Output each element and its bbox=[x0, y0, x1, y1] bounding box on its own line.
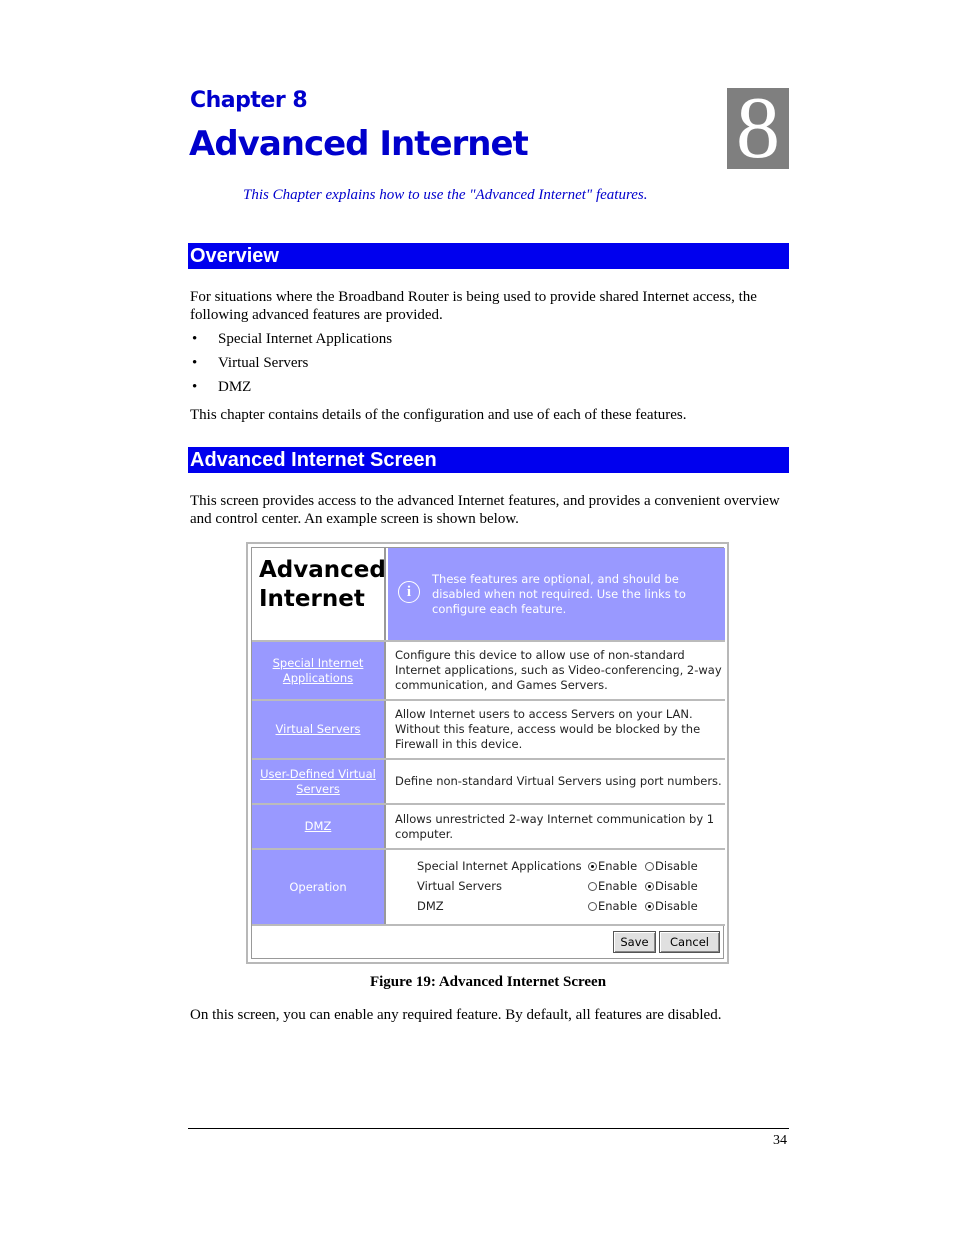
operation-controls bbox=[388, 850, 725, 924]
page-number: 34 bbox=[773, 1133, 787, 1148]
row-description: Define non-standard Virtual Servers using port numbers. bbox=[388, 760, 725, 803]
save-button[interactable]: Save bbox=[613, 931, 656, 953]
advanced-internet-panel bbox=[251, 547, 724, 959]
operation-label: Operation bbox=[252, 850, 386, 924]
link-dmz[interactable]: DMZ bbox=[252, 805, 386, 848]
enable-label: Enable bbox=[598, 859, 638, 873]
disable-label: Disable bbox=[655, 879, 698, 893]
info-icon: i bbox=[398, 581, 420, 603]
list-item: • Special Internet Applications bbox=[190, 330, 392, 354]
row-description: Configure this device to allow use of non-standard Internet applications, such as Video-conferencing, 2-way communication, and Games Servers. bbox=[388, 642, 725, 699]
link-virtual-servers[interactable]: Virtual Servers bbox=[252, 701, 386, 758]
overview-paragraph: For situations where the Broadband Router is being used to provide shared Internet access, the following advanced features are provided. bbox=[190, 289, 757, 323]
panel-note-text: These features are optional, and should be disabled when not required. Use the links to configure each feature. bbox=[432, 572, 686, 616]
operation-name: Special Internet Applications bbox=[417, 859, 582, 873]
screen-section-paragraph: This screen provides access to the advanced Internet features, and provides a convenient overview and control center. An example screen is shown below. bbox=[190, 493, 780, 527]
final-paragraph: On this screen, you can enable any required feature. By default, all features are disabled. bbox=[190, 1007, 722, 1023]
disable-radio[interactable] bbox=[645, 862, 654, 871]
chapter-number-box: 8 bbox=[727, 88, 789, 169]
enable-radio[interactable] bbox=[588, 882, 597, 891]
overview-closing: This chapter contains details of the configuration and use of each of these features. bbox=[190, 407, 687, 423]
link-special-internet-applications[interactable]: Special Internet Applications bbox=[252, 642, 386, 699]
disable-radio[interactable] bbox=[645, 902, 654, 911]
chapter-title: Advanced Internet bbox=[189, 124, 528, 164]
disable-radio[interactable] bbox=[645, 882, 654, 891]
disable-label: Disable bbox=[655, 859, 698, 873]
enable-radio[interactable] bbox=[588, 902, 597, 911]
row-description: Allow Internet users to access Servers on your LAN. Without this feature, access would be blocked by the Firewall in this device. bbox=[388, 701, 725, 758]
enable-label: Enable bbox=[598, 879, 638, 893]
chapter-intro: This Chapter explains how to use the "Advanced Internet" features. bbox=[243, 187, 648, 203]
chapter-label: Chapter 8 bbox=[190, 88, 308, 113]
link-user-defined-virtual-servers[interactable]: User-Defined Virtual Servers bbox=[252, 760, 386, 803]
figure-screenshot bbox=[246, 542, 729, 964]
cancel-button[interactable]: Cancel bbox=[659, 931, 720, 953]
button-bar bbox=[252, 926, 725, 958]
overview-heading: Overview bbox=[188, 243, 789, 269]
figure-caption: Figure 19: Advanced Internet Screen bbox=[369, 974, 607, 990]
panel-note bbox=[388, 548, 725, 640]
panel-title-line2: Internet bbox=[259, 586, 365, 612]
operation-name: Virtual Servers bbox=[417, 879, 502, 893]
feature-list bbox=[190, 330, 392, 402]
footer-rule bbox=[188, 1128, 789, 1129]
row-description: Allows unrestricted 2-way Internet communication by 1 computer. bbox=[388, 805, 725, 848]
screen-section-heading: Advanced Internet Screen bbox=[188, 447, 789, 473]
panel-title bbox=[252, 548, 386, 640]
list-item: • DMZ bbox=[190, 378, 392, 402]
operation-name: DMZ bbox=[417, 899, 444, 913]
panel-title-line1: Advanced bbox=[259, 557, 386, 583]
enable-radio[interactable] bbox=[588, 862, 597, 871]
enable-label: Enable bbox=[598, 899, 638, 913]
list-item: • Virtual Servers bbox=[190, 354, 392, 378]
disable-label: Disable bbox=[655, 899, 698, 913]
